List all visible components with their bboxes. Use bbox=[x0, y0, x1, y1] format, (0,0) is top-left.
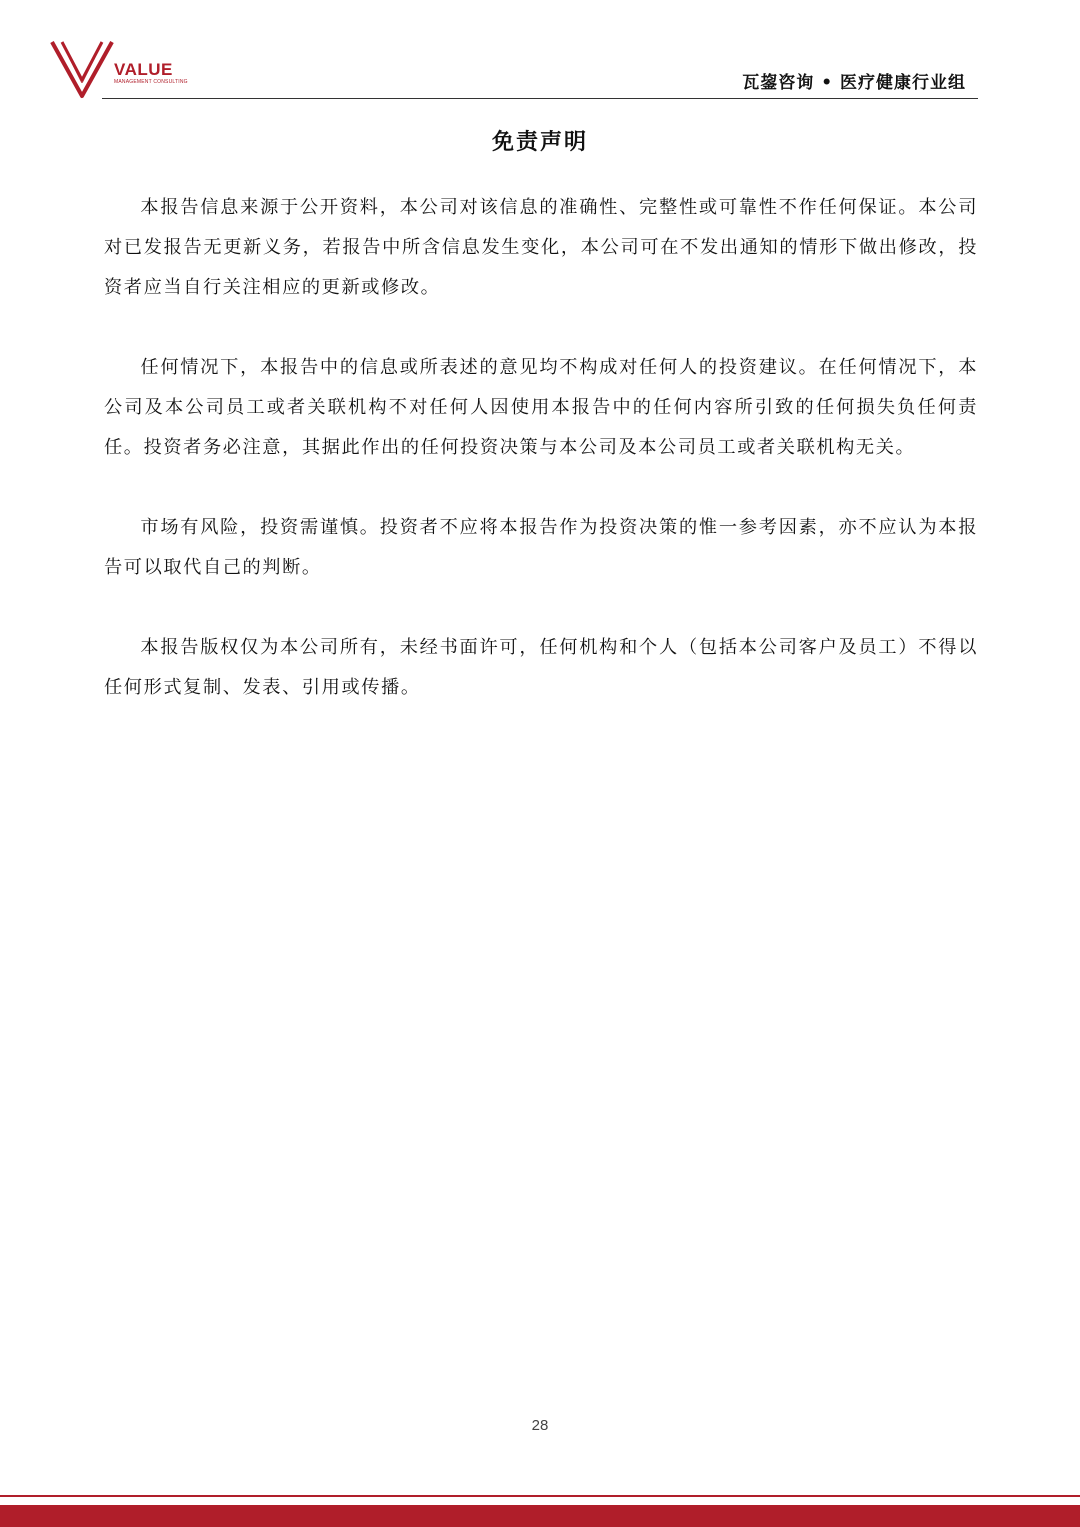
page-title: 免责声明 bbox=[491, 129, 588, 155]
header-organization: 瓦鋆咨询 • 医疗健康行业组 bbox=[742, 73, 966, 93]
header-divider bbox=[102, 98, 978, 99]
logo-wordmark: VALUE bbox=[114, 60, 173, 79]
logo-subtitle: MANAGEMENT CONSULTING bbox=[114, 79, 188, 85]
disclaimer-body bbox=[104, 188, 978, 748]
footer-rule bbox=[0, 1495, 1080, 1497]
paragraph-1: 本报告信息来源于公开资料，本公司对该信息的准确性、完整性或可靠性不作任何保证。本公司对已发报告无更新义务，若报告中所含信息发生变化，本公司可在不发出通知的情形下做出修改，投资者应当自行关注相应的更新或修改。 bbox=[104, 197, 978, 298]
page-number: 28 bbox=[531, 1417, 549, 1434]
footer-band bbox=[0, 1505, 1080, 1527]
value-v-logo-icon bbox=[50, 38, 114, 100]
company-logo bbox=[50, 38, 190, 100]
paragraph-4: 本报告版权仅为本公司所有，未经书面许可，任何机构和个人（包括本公司客户及员工）不得以任何形式复制、发表、引用或传播。 bbox=[104, 637, 978, 698]
paragraph-2: 任何情况下，本报告中的信息或所表述的意见均不构成对任何人的投资建议。在任何情况下，本公司及本公司员工或者关联机构不对任何人因使用本报告中的任何内容所引致的任何损失负任何责任。投资者务必注意，其据此作出的任何投资决策与本公司及本公司员工或者关联机构无关。 bbox=[104, 357, 978, 458]
paragraph-3: 市场有风险，投资需谨慎。投资者不应将本报告作为投资决策的惟一参考因素，亦不应认为本报告可以取代自己的判断。 bbox=[104, 517, 978, 578]
